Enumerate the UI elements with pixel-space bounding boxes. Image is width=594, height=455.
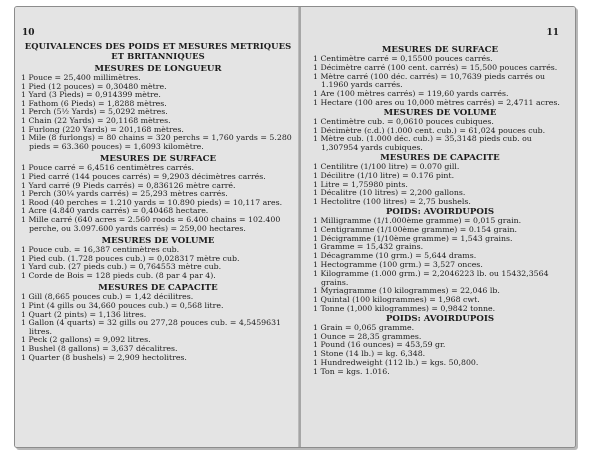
conversion-line: 1 Pied cub. (1.728 pouces cub.) = 0,028317 mètre cub. <box>21 253 240 263</box>
conversion-line: 1 Litre = 1,75980 pints. <box>313 179 408 189</box>
conversion-line: 1 Centimètre carré = 0,15500 pouces carrés. <box>313 54 493 63</box>
section <box>21 236 295 280</box>
conversion-line: 1 Are (100 mètres carrés) = 119,60 yards carrés. <box>313 89 509 99</box>
conversion-line: 1 Stone (14 lb.) = kg. 6,348. <box>313 349 426 359</box>
section-heading: MESURES DE SURFACE <box>381 45 499 55</box>
left-page <box>15 7 299 447</box>
section <box>313 108 567 153</box>
conversion-line: 1 Perch (5½ Yards) = 5,0292 mètres. <box>21 107 168 117</box>
conversion-line: 1 Grain = 0,065 gramme. <box>313 322 415 332</box>
conversion-line: 1 Ounce = 28,35 grammes. <box>313 331 422 341</box>
page-content <box>21 41 295 362</box>
conversion-line: 1 Mile (8 furlongs) = 80 chains = 320 perchs = 1,760 yards = 5.280 pieds = 63.360 pouces) = 1,6093 kilomètre. <box>21 133 292 151</box>
conversion-line: 1 Pouce cub. = 16,387 centimètres cub. <box>21 245 180 255</box>
conversion-line: 1 Décimètre (c.d.) (1.000 cent. cub.) = 61,024 pouces cub. <box>313 125 546 135</box>
conversion-line: 1 Gallon (4 quarts) = 32 gills ou 277,28 pouces cub. = 4,5459631 litres. <box>21 318 282 336</box>
section-heading: MESURES DE CAPACITE <box>98 283 218 294</box>
sections-list <box>313 45 567 377</box>
conversion-line: 1 Rood (40 perches = 1.210 yards = 10.890 pieds) = 10,117 ares. <box>21 197 283 207</box>
conversion-line: 1 Mètre carré (100 déc. carrés) = 10,7639 pieds carrés ou 1.1960 yards carrés. <box>313 71 546 90</box>
conversion-line: 1 Hectare (100 ares ou 10,000 mètres carrés) = 2,4711 acres. <box>313 97 560 107</box>
conversion-line: 1 Pint (4 gills ou 34,660 pouces cub.) = 0,568 litre. <box>21 301 224 311</box>
conversion-line: 1 Pied carré (144 pouces carrés) = 9,2903 décimètres carrés. <box>21 171 266 181</box>
conversion-line: 1 Kilogramme (1.000 grm.) = 2,2046223 lb. ou 15432,3564 grains. <box>313 268 549 287</box>
conversion-line: 1 Bushel (8 gallons) = 3,637 décalitres. <box>21 344 178 354</box>
conversion-line: 1 Yard cub. (27 pieds cub.) = 0,764553 mètre cub. <box>21 262 222 272</box>
conversion-line: 1 Milligramme (1/1.000ème gramme) = 0,015 grain. <box>313 215 522 225</box>
conversion-line: 1 Pound (16 ounces) = 453,59 gr. <box>313 340 446 350</box>
conversion-line: 1 Mètre cub. (1.000 déc. cub.) = 35,3148 pieds cub. ou 1,307954 yards cubiques. <box>313 134 532 153</box>
conversion-line: 1 Quintal (100 kilogrammes) = 1,968 cwt. <box>313 295 480 305</box>
conversion-line: 1 Décalitre (10 litres) = 2,200 gallons. <box>313 188 466 198</box>
section <box>21 154 295 233</box>
page-title: EQUIVALENCES DES POIDS ET MESURES METRIQUES ET BRITANNIQUES <box>24 41 292 61</box>
conversion-line: 1 Tonne (1,000 kilogrammes) = 0,9842 tonne. <box>313 303 496 313</box>
conversion-line: 1 Centigramme (1/100ème gramme) = 0.154 grain. <box>313 224 517 234</box>
conversion-line: 1 Mille carré (640 acres = 2.560 roods = 6.400 chains = 102.400 perche, ou 3.097.600 yards carrés) = 259,00 hectares. <box>21 214 281 233</box>
conversion-line: 1 Pouce carré = 6,4516 centimètres carrés. <box>21 163 195 173</box>
conversion-line: 1 Décagramme (10 grm.) = 5,644 drams. <box>313 251 477 261</box>
section-heading: MESURES DE SURFACE <box>99 154 217 165</box>
page-content <box>313 45 567 377</box>
section <box>21 64 295 151</box>
conversion-line: 1 Hundredweight (112 lb.) = kgs. 50,800. <box>313 357 479 367</box>
conversion-line: 1 Décimètre carré (100 cent. carrés) = 15,500 pouces carrés. <box>313 62 558 72</box>
conversion-line: 1 Décilitre (1/10 litre) = 0.176 pint. <box>313 170 455 180</box>
conversion-line: 1 Pouce = 25,400 millimètres. <box>21 73 141 82</box>
section-heading: POIDS: AVOIRDUPOIS <box>385 313 495 324</box>
conversion-line: 1 Hectolitre (100 litres) = 2,75 bushels. <box>313 197 471 207</box>
section-heading: MESURES DE VOLUME <box>101 236 215 247</box>
conversion-line: 1 Hectogramme (100 grm.) = 3,527 onces. <box>313 259 483 269</box>
conversion-line: 1 Acre (4.840 yards carrés) = 0,40468 hectare. <box>21 206 209 216</box>
conversion-line: 1 Fathom (6 Pieds) = 1,8288 mètres. <box>21 98 167 108</box>
conversion-line: 1 Ton = kgs. 1.016. <box>313 366 390 376</box>
right-page <box>301 7 575 447</box>
section <box>313 153 567 207</box>
conversion-line: 1 Yard carré (9 Pieds carrés) = 0,836126 mètre carré. <box>21 180 236 190</box>
section-heading: MESURES DE CAPACITE <box>380 152 500 163</box>
conversion-line: 1 Gramme = 15,432 grains. <box>313 242 424 252</box>
conversion-line: 1 Quarter (8 bushels) = 2,909 hectolitres. <box>21 352 187 362</box>
section-heading: MESURES DE VOLUME <box>383 107 497 118</box>
conversion-line: 1 Chain (22 Yards) = 20,1168 mètres. <box>21 115 171 125</box>
section <box>313 45 567 108</box>
conversion-line: 1 Décigramme (1/10ème gramme) = 1,543 grains. <box>313 233 513 243</box>
page-number: 10 <box>22 28 35 38</box>
section <box>21 283 295 362</box>
conversion-line: 1 Myriagramme (10 kilogrammes) = 22,046 lb. <box>313 286 500 296</box>
conversion-line: 1 Corde de Bois = 128 pieds cub. (8 par 4 par 4). <box>21 270 216 280</box>
conversion-line: 1 Centimètre cub. = 0,0610 pouces cubiques. <box>313 116 494 126</box>
conversion-line: 1 Peck (2 gallons) = 9,092 litres. <box>21 335 151 345</box>
sections-list <box>21 64 295 362</box>
section-heading: POIDS: AVOIRDUPOIS <box>385 206 495 217</box>
section-heading: MESURES DE LONGUEUR <box>94 64 222 74</box>
conversion-line: 1 Perch (30¼ yards carrés) = 25,293 mètres carrés. <box>21 189 228 199</box>
conversion-line: 1 Yard (3 Pieds) = 0,914399 mètre. <box>21 90 161 100</box>
conversion-line: 1 Furlong (220 Yards) = 201,168 mètres. <box>21 124 184 134</box>
conversion-line: 1 Centilitre (1/100 litre) = 0.070 gill. <box>313 161 460 171</box>
section <box>313 207 567 314</box>
conversion-line: 1 Quart (2 pints) = 1,136 litres. <box>21 309 147 319</box>
page-number: 11 <box>546 28 559 38</box>
open-booklet <box>14 6 576 448</box>
conversion-line: 1 Pied (12 pouces) = 0,30480 mètre. <box>21 81 167 91</box>
conversion-line: 1 Gill (8,665 pouces cub.) = 1,42 décilitres. <box>21 292 194 302</box>
section <box>313 314 567 377</box>
